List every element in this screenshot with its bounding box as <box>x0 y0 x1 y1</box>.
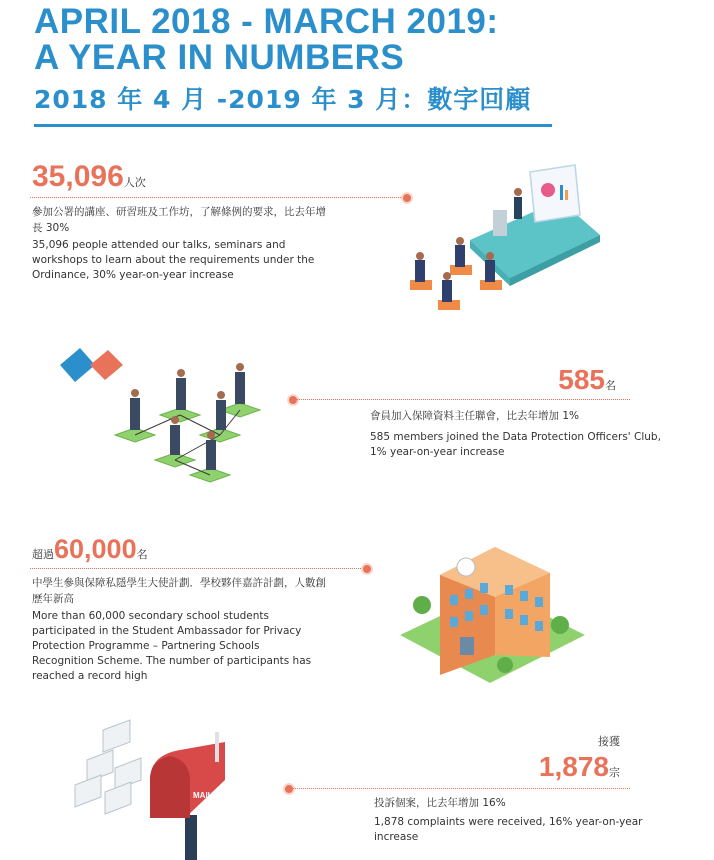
stat-complaints-zh: 投訴個案，比去年增加 16% <box>374 797 506 809</box>
stat-students-dotted-line <box>30 568 365 569</box>
stat-students <box>32 534 332 684</box>
stat-complaints <box>374 733 674 845</box>
network-people-illustration-icon <box>60 340 280 490</box>
stat-complaints-en: 1,878 complaints were received, 16% year-on-year increase <box>374 816 643 843</box>
stat-attendance-en: 35,096 people attended our talks, seminars and workshops to learn about the requirements under the Ordinance, 30% year-on-year increase <box>32 239 315 281</box>
stat-students-marker <box>361 563 373 575</box>
stat-members-dotted-line <box>297 399 630 400</box>
stat-members-number: 585 <box>558 364 605 395</box>
title-line-2: A YEAR IN NUMBERS <box>34 38 405 77</box>
title-line-1: APRIL 2018 - MARCH 2019: <box>34 2 499 41</box>
stat-students-number: 60,000 <box>54 534 137 564</box>
stat-attendance-unit: 人次 <box>123 176 146 189</box>
stat-members-zh: 會員加入保障資料主任聯會，比去年增加 1% <box>370 410 579 422</box>
page-title <box>34 4 499 76</box>
stat-students-unit: 名 <box>136 548 148 561</box>
stat-members-marker <box>287 394 299 406</box>
stat-students-zh: 中學生參與保障私隱學生大使計劃．學校夥伴嘉許計劃，人數創歷年新高 <box>32 577 326 605</box>
header-divider <box>34 124 552 127</box>
school-building-illustration-icon <box>400 525 590 685</box>
mailbox-label: MAIL <box>193 791 213 800</box>
seminar-illustration-icon <box>400 160 600 330</box>
stat-members <box>370 364 670 460</box>
stat-attendance-dotted-line <box>30 197 405 198</box>
mailbox-illustration-icon <box>75 720 225 860</box>
page-subtitle: 2018 年 4 月 -2019 年 3 月：數字回顧 <box>34 85 532 114</box>
stat-members-en: 585 members joined the Data Protection Officers' Club, 1% year-on-year increase <box>370 431 661 458</box>
stat-students-prefix: 超過 <box>32 548 54 561</box>
stat-complaints-marker <box>283 783 295 795</box>
stat-complaints-unit: 宗 <box>609 766 620 779</box>
stat-members-unit: 名 <box>605 379 616 392</box>
stat-students-en: More than 60,000 secondary school students participated in the Student Ambassador for Privacy Protection Programme – Partnering Schools Recognition Scheme. The number of participants has reached a record high <box>32 610 312 682</box>
stat-attendance <box>32 160 332 283</box>
stat-attendance-zh: 參加公署的講座、研習班及工作坊，了解條例的要求，比去年增長 30% <box>32 206 326 234</box>
stat-complaints-number: 1,878 <box>538 751 609 782</box>
stat-complaints-dotted-line <box>293 788 630 789</box>
stat-complaints-prefix: 接獲 <box>598 735 620 748</box>
stat-attendance-number: 35,096 <box>32 160 124 193</box>
